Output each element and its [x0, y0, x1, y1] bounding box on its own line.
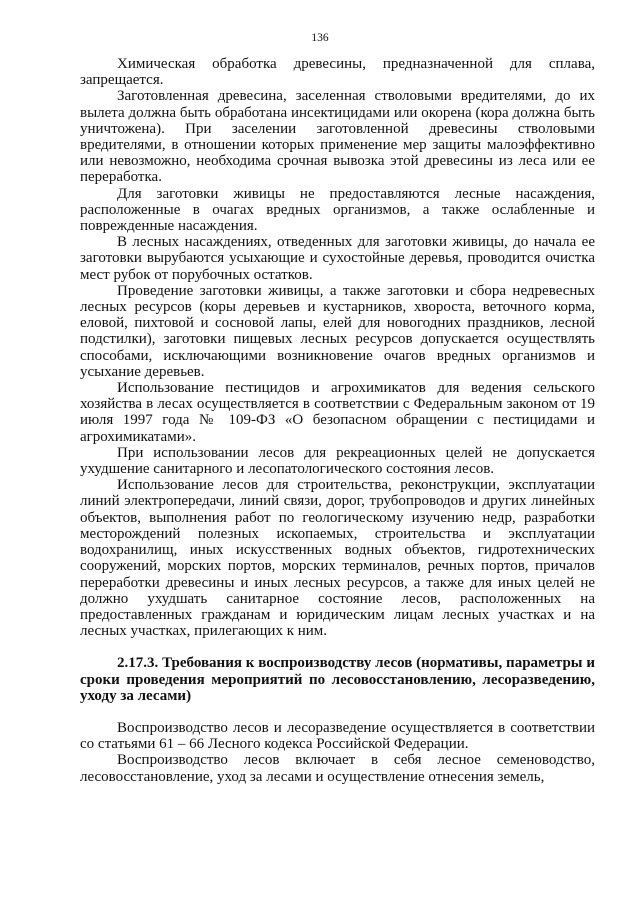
paragraph-linear-objects: Использование лесов для строительства, реконструкции, эксплуатации линий электропередачи, линий связи, дорог, трубопроводов и других линейных объектов, выполнения работ по геологическому изучению недр, разработки месторождений полезных ископаемых, строительства и эксплуатации водохранилищ, иных искусственных водных объектов, гидротехнических сооружений, морских портов, морских терминалов, речных портов, причалов переработки древесины и иных лесных ресурсов, а также для иных целей не должно ухудшать санитарное состояние лесов, расположенных на предоставленных гражданам и юридическим лицам лесных участках и на лесных участках, прилегающих к ним.	[80, 477, 595, 640]
paragraph-reproduction-includes: Воспроизводство лесов включает в себя лесное семеноводство, лесовосстановление, уход за лесами и осуществление отнесения земель,	[80, 752, 595, 785]
section-heading: 2.17.3. Требования к воспроизводству лесов (нормативы, параметры и сроки проведения мероприятий по лесовосстановлению, лесоразведению, уходу за лесами)	[80, 655, 595, 704]
paragraph-reproduction-basis: Воспроизводство лесов и лесоразведение осуществляется в соответствии со статьями 61 – 66 Лесного кодекса Российской Федерации.	[80, 719, 595, 753]
paragraph-timber-chemical-treatment: Химическая обработка древесины, предназначенной для сплава, запрещается.	[80, 56, 595, 89]
paragraph-resin-stands: Для заготовки живицы не предоставляются лесные насаждения, расположенные в очагах вредных организмов, а также ослабленные и поврежденные насаждения.	[80, 185, 595, 235]
paragraph-pesticides: Использование пестицидов и агрохимикатов для ведения сельского хозяйства в лесах осуществляется в соответствии с Федеральным законом от 19 июля 1997 года № 109-ФЗ «О безопасном обращении с пестицидами и агрохимикатами».	[80, 380, 595, 445]
paragraph-recreation: При использовании лесов для рекреационных целей не допускается ухудшение санитарного и лесопатологического состояния лесов.	[80, 444, 595, 478]
paragraph-resin-clearing: В лесных насаждениях, отведенных для заготовки живицы, до начала ее заготовки вырубаются усыхающие и сухостойные деревья, проводится очистка мест рубок от порубочных остатков.	[80, 234, 595, 283]
page-body	[80, 56, 595, 785]
page-number: 136	[311, 32, 329, 44]
paragraph-non-wood-resources: Проведение заготовки живицы, а также заготовки и сбора недревесных лесных ресурсов (коры деревьев и кустарников, хвороста, веточного корма, еловой, пихтовой и сосновой лапы, елей для новогодних праздников, лесной подстилки), заготовки пищевых лесных ресурсов допускается осуществлять способами, исключающими возникновение очагов вредных организмов и усыхание деревьев.	[80, 282, 595, 380]
paragraph-stem-pests: Заготовленная древесина, заселенная стволовыми вредителями, до их вылета должна быть обработана инсектицидами или окорена (кора должна быть уничтожена). При заселении заготовленной древесины стволовыми вредителями, в отношении которых применение мер защиты малоэффективно или невозможно, необходима срочная вывозка этой древесины из леса или ее переработка.	[80, 88, 595, 186]
